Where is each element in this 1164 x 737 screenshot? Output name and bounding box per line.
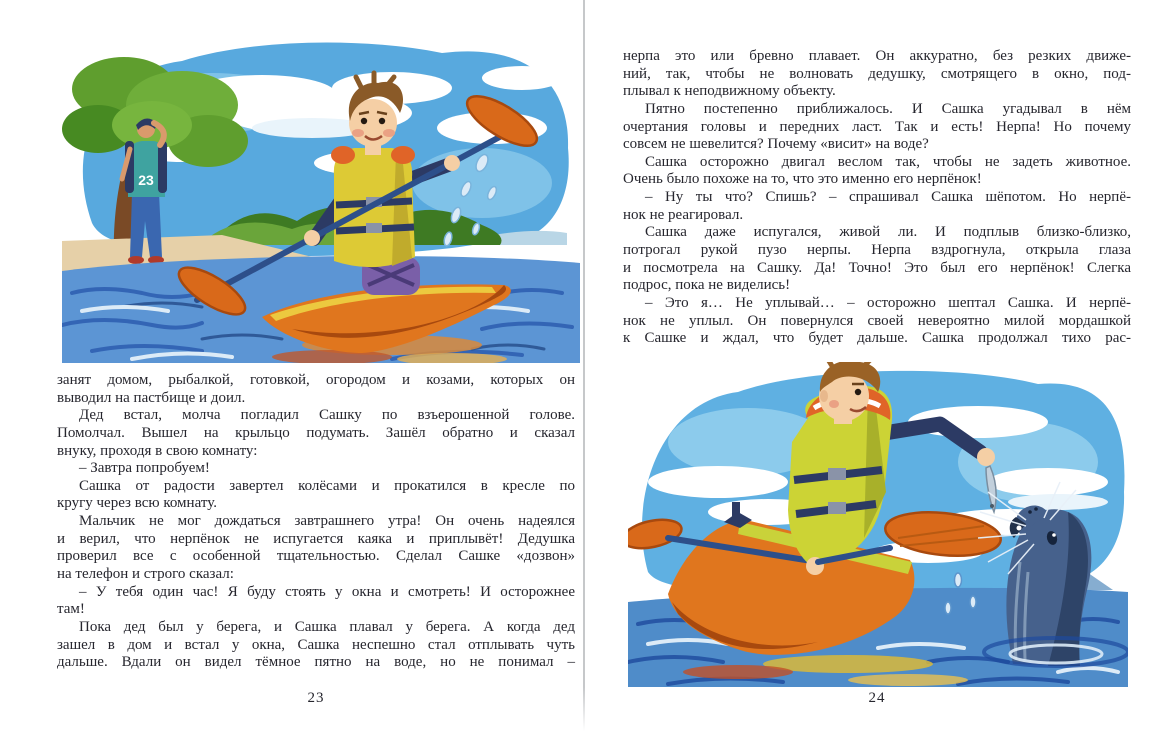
text-line: – Завтра попробуем! (79, 460, 210, 477)
text-line: Пока дед был у берега, и Сашка плавал у берега. А когда дед (79, 618, 575, 635)
text-line: совсем не шевелится? Почему «висит» на воде? (623, 136, 929, 153)
text-line: Сашка от радости завертел колёсами и прокатился в кресле по (79, 477, 575, 494)
text-line: проверил все с особенной тщательностью. Сделал Сашке «дозвон» (57, 548, 575, 565)
text-line: потрогал рукой пузо нерпы. Нерпа вздрогнула, открыла глаза (623, 242, 1131, 259)
text-line: Мальчик не мог дождаться завтрашнего утра! Он очень надеялся (79, 513, 575, 530)
shirt-number: 23 (138, 172, 154, 188)
text-line: занят домом, рыбалкой, готовкой, огородом и козами, которых он (57, 372, 575, 388)
text-line: Сашка даже испугался, живой ли. И подплыв близко-близко, (645, 224, 1131, 241)
text-line: Пятно постепенно приближалось. И Сашка угадывал в нём (645, 100, 1131, 117)
text-line: и верил, что нерпёнок не испугается каяка и приплывёт! Дедушка (57, 530, 575, 547)
text-line: Помолчал. Вышел на крыльцо подумать. Зашёл обратно и сказал (57, 424, 575, 441)
left-page-text (57, 372, 575, 672)
text-line: Очень было похоже на то, что это именно его нерпёнок! (623, 171, 982, 188)
text-line: выводил на пастбище и доил. (57, 389, 246, 406)
left-page-number: 23 (307, 690, 325, 706)
text-line: нерпа это или бревно плавает. Он аккуратно, без резких движе- (623, 48, 1131, 64)
right-page-text (623, 48, 1131, 348)
left-illustration (62, 33, 580, 363)
text-line: нок не реагировал. (623, 206, 744, 223)
text-line: кругу через всю комнату. (57, 495, 217, 512)
text-line: и посмотрела на Сашку. Да! Точно! Это был его нерпёнок! Слегка (623, 259, 1131, 276)
text-line: там! (57, 601, 85, 618)
text-line: к Сашке и ждал, что будет дальше. Сашка продолжал тихо рас- (623, 330, 1131, 347)
text-line: очертания головы и передних ласт. Так и есть! Нерпа! Но почему (623, 118, 1131, 135)
right-illustration (628, 362, 1128, 687)
text-line: – Ну ты что? Спишь? – спрашивал Сашка шёпотом. Но нерпё- (645, 189, 1131, 206)
text-line: – У тебя один час! Я буду стоять у окна и смотреть! И осторожнее (79, 583, 575, 600)
right-page-number: 24 (868, 690, 886, 706)
text-line: Дед встал, молча погладил Сашку по взъерошенной голове. (79, 407, 575, 424)
text-line: нок не уплыл. Он повернулся своей невероятно милой мордашкой (623, 312, 1131, 329)
text-line: ний, так, чтобы не волновать дедушку, смотрящего в окно, под- (623, 65, 1131, 82)
text-line: подрос, пока не виделись! (623, 277, 791, 294)
text-line: плывал к неподвижному объекту. (623, 83, 836, 100)
text-line: – Это я… Не уплывай… – осторожно шептал Сашка. И нерпё- (645, 294, 1131, 311)
text-line: зашел в дом и встал у окна, Сашка неспешно стал отплывать чуть (57, 636, 575, 653)
page-gutter-divider (583, 0, 585, 731)
text-line: на телефон и строго сказал: (57, 566, 234, 583)
text-line: дальше. Вдали он видел тёмное пятно на воде, но не понимал – (57, 654, 575, 671)
text-line: Сашка осторожно двигал веслом так, чтобы не задеть животное. (645, 153, 1131, 170)
text-line: внуку, проходя в свою комнату: (57, 442, 258, 459)
